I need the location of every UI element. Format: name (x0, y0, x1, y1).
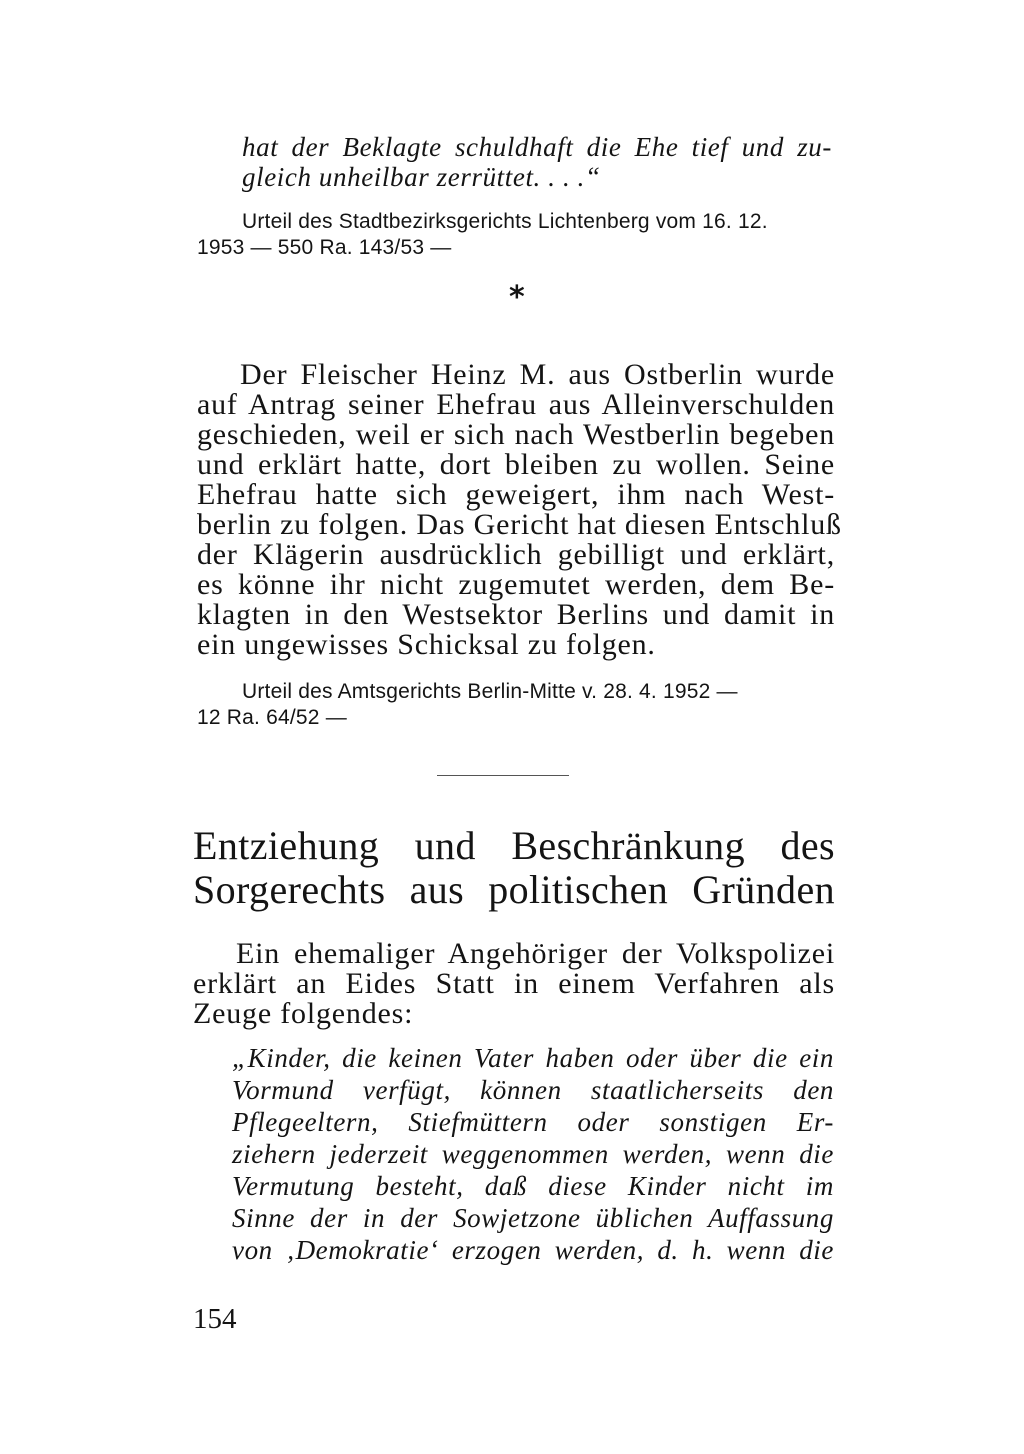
paragraph-line: Ehefrau hatte sich geweigert, ihm nach West- (197, 478, 835, 511)
quote-line: Pflegeeltern, Stiefmüttern oder sonstigen Er- (232, 1107, 834, 1137)
asterisk-separator: * (509, 280, 525, 315)
citation-line: Urteil des Stadtbezirksgerichts Lichtenberg vom 16. 12. (242, 210, 768, 233)
paragraph-line: Ein ehemaliger Angehöriger der Volkspolizei (236, 937, 835, 970)
paragraph-line: und erklärt hatte, dort bleiben zu wollen. Seine (197, 448, 835, 481)
quote-line: gleich unheilbar zerrüttet. . . .“ (242, 162, 601, 192)
section-divider (437, 775, 569, 776)
citation-line: 1953 — 550 Ra. 143/53 — (197, 236, 452, 259)
paragraph-line: berlin zu folgen. Das Gericht hat diesen Entschluß (197, 508, 842, 541)
citation-line: 12 Ra. 64/52 — (197, 706, 347, 729)
page-number: 154 (193, 1303, 237, 1335)
quote-line: hat der Beklagte schuldhaft die Ehe tief und zu- (242, 132, 832, 162)
quote-line: ziehern jederzeit weggenommen werden, wenn die (232, 1139, 834, 1169)
heading-line: Sorgerechts aus politischen Gründen (193, 867, 835, 912)
paragraph-line: Zeuge folgendes: (193, 997, 414, 1030)
quote-line: Vermutung besteht, daß diese Kinder nicht im (232, 1171, 834, 1201)
paragraph-line: klagten in den Westsektor Berlins und damit in (197, 598, 835, 631)
paragraph-line: ein ungewisses Schicksal zu folgen. (197, 628, 656, 661)
quote-line: Vormund verfügt, können staatlicherseits den (232, 1075, 834, 1105)
quote-line: von ‚Demokratie‘ erzogen werden, d. h. wenn die (232, 1235, 834, 1265)
heading-line: Entziehung und Beschränkung des (193, 823, 835, 868)
paragraph-line: Der Fleischer Heinz M. aus Ostberlin wurde (240, 358, 835, 391)
quote-line: Sinne der in der Sowjetzone üblichen Auffassung (232, 1203, 834, 1233)
paragraph-line: auf Antrag seiner Ehefrau aus Alleinverschulden (197, 388, 835, 421)
paragraph-line: der Klägerin ausdrücklich gebilligt und erklärt, (197, 538, 835, 571)
paragraph-line: es könne ihr nicht zugemutet werden, dem Be- (197, 568, 835, 601)
citation-line: Urteil des Amtsgerichts Berlin-Mitte v. 28. 4. 1952 — (242, 680, 738, 703)
quote-line: „Kinder, die keinen Vater haben oder über die ein (232, 1043, 834, 1073)
paragraph-line: geschieden, weil er sich nach Westberlin begeben (197, 418, 835, 451)
paragraph-line: erklärt an Eides Statt in einem Verfahren als (193, 967, 835, 1000)
